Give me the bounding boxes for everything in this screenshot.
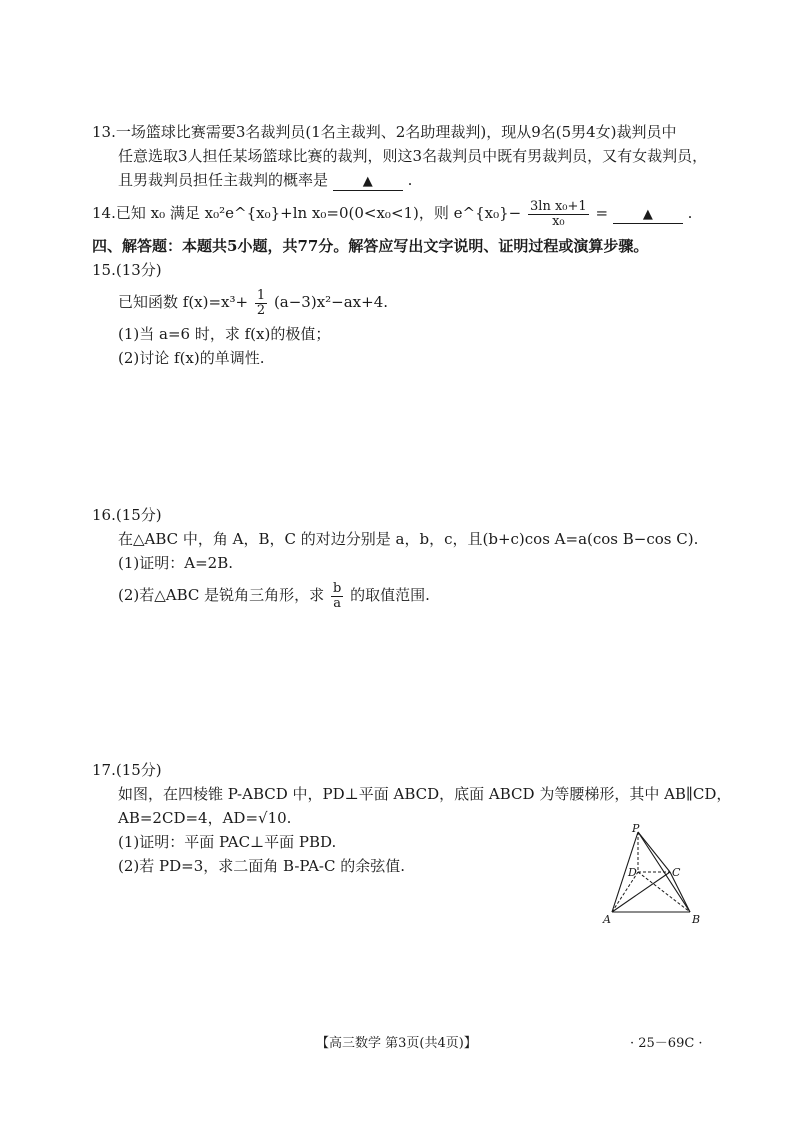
triangle-icon: ▲: [642, 207, 653, 222]
q16-part-1: (1)证明：A=2B.: [118, 554, 233, 572]
q14-fraction-numerator: 3ln x₀+1: [530, 198, 587, 214]
q15-stem: [92, 282, 732, 322]
edge-PC: [638, 832, 670, 872]
q13-line-3-text: 且男裁判员担任主裁判的概率是: [118, 171, 329, 189]
triangle-icon: ▲: [362, 174, 373, 189]
q15-fraction-numerator: 1: [256, 287, 266, 303]
q14-fraction-denominator: x₀: [552, 213, 565, 229]
q14-line: [92, 196, 732, 230]
q16-part-2-pre: (2)若△ABC 是锐角三角形，求: [118, 586, 325, 604]
label-D: D: [628, 866, 637, 879]
q15-fraction-denominator: 2: [256, 302, 266, 318]
q16-fraction: [331, 582, 343, 611]
q16-fraction-numerator: b: [332, 580, 342, 596]
q14-answer-blank: [613, 205, 683, 224]
q17-part-1: (1)证明：平面 PAC⊥平面 PBD.: [118, 833, 337, 851]
q13-line-3-end: .: [407, 171, 413, 189]
q13-answer-blank: [333, 172, 403, 191]
q15-header: 15.(13分): [92, 261, 162, 279]
section-4-heading-text: 四、解答题：本题共5小题，共77分。解答应写出文字说明、证明过程或演算步骤。: [92, 237, 649, 255]
q14-equals: =: [595, 204, 609, 222]
q15-part-1: (1)当 a=6 时，求 f(x)的极值；: [118, 325, 331, 343]
q17-header: 17.(15分): [92, 761, 162, 779]
pyramid-figure: [598, 824, 708, 926]
q16-stem: 在△ABC 中，角 A，B，C 的对边分别是 a，b，c，且(b+c)cos A=a(cos B−cos C).: [118, 530, 699, 548]
q16-part-2-post: 的取值范围.: [350, 586, 430, 604]
q14-fraction: [528, 200, 589, 229]
q15-stem-post: (a−3)x²−ax+4.: [273, 293, 389, 311]
q17-part-2: (2)若 PD=3，求二面角 B-PA-C 的余弦值.: [118, 857, 406, 875]
q13-line-1: 13.一场篮球比赛需要3名裁判员(1名主裁判、2名助理裁判)，现从9名(5男4女)裁判员中: [92, 123, 677, 141]
label-B: B: [692, 913, 701, 926]
q17-stem-2: AB=2CD=4，AD=√10.: [118, 809, 292, 827]
q13-line-3: [92, 168, 732, 192]
label-P: P: [632, 824, 640, 835]
question-15: [92, 258, 732, 370]
section-4-heading: [92, 234, 732, 258]
q17-stem-1: 如图，在四棱锥 P-ABCD 中，PD⊥平面 ABCD，底面 ABCD 为等腰梯形，其中 AB∥CD，: [118, 785, 732, 803]
question-16: [92, 503, 732, 615]
q16-fraction-denominator: a: [333, 595, 341, 611]
footer-exam-code: · 25－69C ·: [630, 1036, 703, 1051]
q15-fraction: [255, 289, 267, 318]
q14-end: .: [687, 204, 693, 222]
footer-page-info: 【高三数学 第3页(共4页)】: [316, 1036, 477, 1051]
q14-text: 14.已知 x₀ 满足 x₀²e^{x₀}+ln x₀=0(0<x₀<1)，则 e^{x₀}−: [92, 204, 522, 222]
q16-header: 16.(15分): [92, 506, 162, 524]
question-14: [92, 196, 732, 230]
q16-part-2: [92, 575, 732, 615]
label-C: C: [672, 866, 681, 879]
edge-BD: [638, 872, 690, 912]
q15-part-2: (2)讨论 f(x)的单调性.: [118, 349, 265, 367]
question-13: [92, 120, 732, 192]
q13-line-2: 任意选取3人担任某场篮球比赛的裁判，则这3名裁判员中既有男裁判员，又有女裁判员，: [118, 147, 708, 165]
label-A: A: [603, 913, 611, 926]
edge-AC: [612, 872, 670, 912]
q15-stem-pre: 已知函数 f(x)=x³+: [118, 293, 249, 311]
